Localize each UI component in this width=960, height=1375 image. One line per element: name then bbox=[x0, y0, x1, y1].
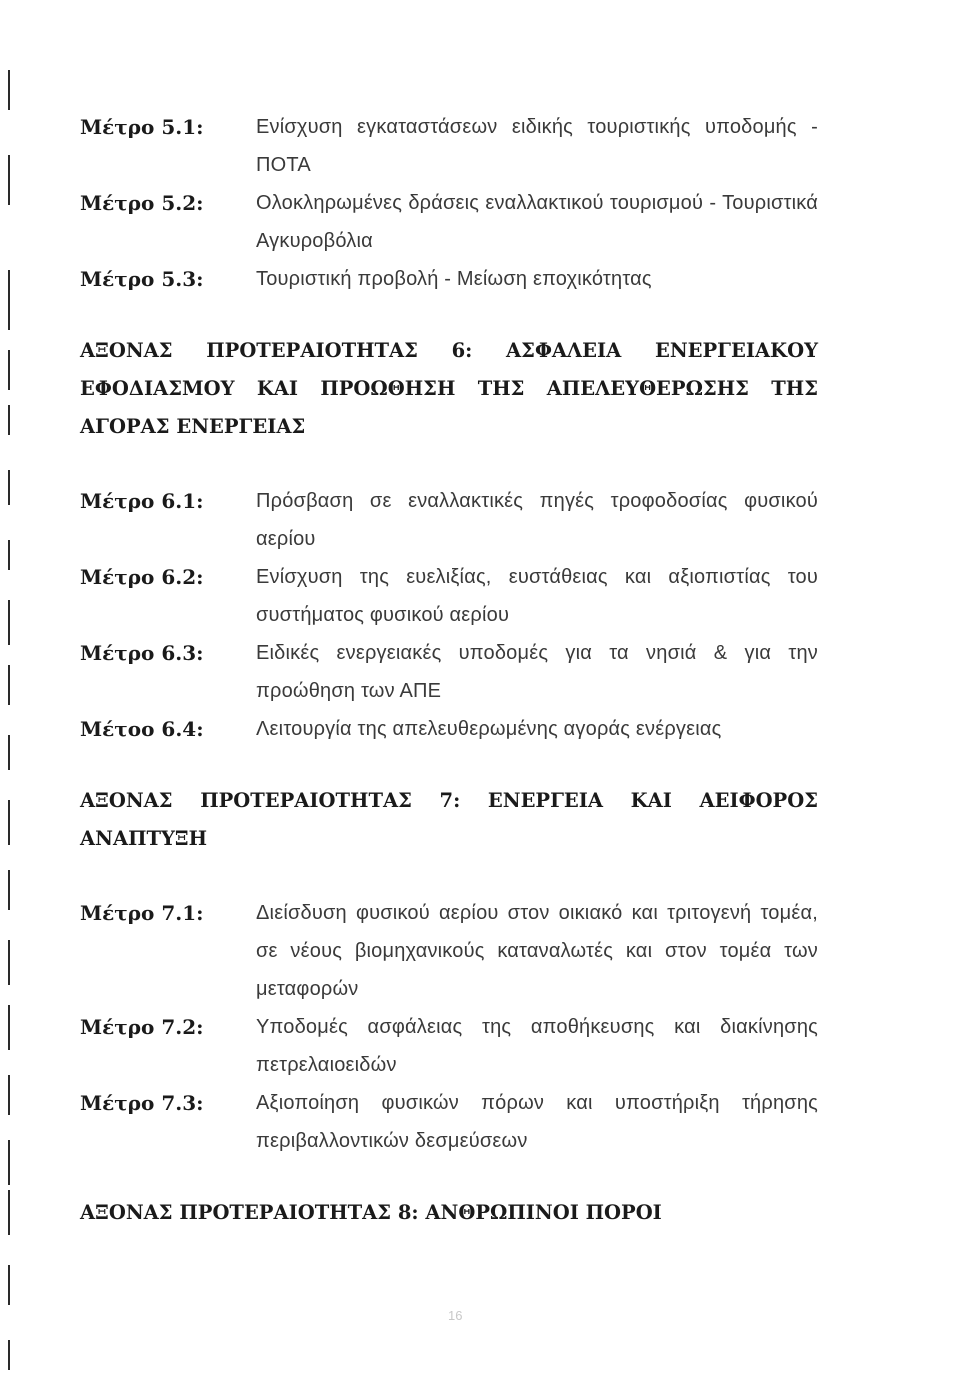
measure-6-4 bbox=[80, 710, 818, 748]
measure-7-1 bbox=[80, 894, 818, 1008]
measure-label: Μέτρο 6.3: bbox=[80, 641, 204, 665]
axis-7-heading: ΑΞΟΝΑΣ ΠΡΟΤΕΡΑΙΟΤΗΤΑΣ 7: ΕΝΕΡΓΕΙΑ ΚΑΙ ΑΕΙΦΟΡΟΣ ΑΝΑΠΤΥΞΗ bbox=[80, 789, 818, 850]
measure-label: Μέτρο 5.2: bbox=[80, 191, 204, 215]
measure-text: Υποδομές ασφάλειας της αποθήκευσης και διακίνησης πετρελαιοειδών bbox=[256, 1016, 818, 1076]
measures-axis-7 bbox=[80, 894, 818, 1160]
measure-7-2 bbox=[80, 1008, 818, 1084]
measure-text: Ειδικές ενεργειακές υποδομές για τα νησιά & για την προώθηση των ΑΠΕ bbox=[256, 642, 818, 702]
measure-5-3 bbox=[80, 260, 818, 298]
measure-text: Αξιοποίηση φυσικών πόρων και υποστήριξη τήρησης περιβαλλοντικών δεσμεύσεων bbox=[256, 1092, 818, 1152]
measure-label: Μέτοο 6.4: bbox=[80, 717, 204, 741]
measure-label: Μέτρο 6.1: bbox=[80, 489, 204, 513]
document-page bbox=[80, 108, 818, 1232]
binding-edge-marks bbox=[0, 0, 14, 1375]
measure-5-1 bbox=[80, 108, 818, 184]
measure-label: Μέτρο 7.2: bbox=[80, 1015, 204, 1039]
measure-6-1 bbox=[80, 482, 818, 558]
measure-label: Μέτρο 5.3: bbox=[80, 267, 204, 291]
measure-text: Τουριστική προβολή - Μείωση εποχικότητας bbox=[256, 268, 652, 290]
measure-text: Ολοκληρωμένες δράσεις εναλλακτικού τουρισμού - Τουριστικά Αγκυροβόλια bbox=[256, 192, 818, 252]
measure-text: Διείσδυση φυσικού αερίου στον οικιακό και τριτογενή τομέα, σε νέους βιομηχανικούς καταναλωτές και στον τομέα των μεταφορών bbox=[256, 902, 818, 1000]
measure-label: Μέτρο 5.1: bbox=[80, 115, 204, 139]
measure-label: Μέτρο 6.2: bbox=[80, 565, 204, 589]
measure-6-2 bbox=[80, 558, 818, 634]
measure-5-2 bbox=[80, 184, 818, 260]
axis-8-heading: ΑΞΟΝΑΣ ΠΡΟΤΕΡΑΙΟΤΗΤΑΣ 8: ΑΝΘΡΩΠΙΝΟΙ ΠΟΡΟΙ bbox=[80, 1201, 662, 1224]
measure-6-3 bbox=[80, 634, 818, 710]
measures-axis-5 bbox=[80, 108, 818, 298]
axis-6-heading: ΑΞΟΝΑΣ ΠΡΟΤΕΡΑΙΟΤΗΤΑΣ 6: ΑΣΦΑΛΕΙΑ ΕΝΕΡΓΕΙΑΚΟΥ ΕΦΟΔΙΑΣΜΟΥ ΚΑΙ ΠΡΟΩΘΗΣΗ ΤΗΣ ΑΠΕΛΕΥΘΕΡΩΣΗΣ ΤΗΣ ΑΓΟΡΑΣ ΕΝΕΡΓΕΙΑΣ bbox=[80, 339, 818, 438]
measure-7-3 bbox=[80, 1084, 818, 1160]
measures-axis-6 bbox=[80, 482, 818, 748]
measure-text: Λειτουργία της απελευθερωμένης αγοράς ενέργειας bbox=[256, 718, 722, 740]
measure-label: Μέτρο 7.3: bbox=[80, 1091, 204, 1115]
page-number: 16 bbox=[448, 1308, 463, 1323]
measure-text: Ενίσχυση της ευελιξίας, ευστάθειας και αξιοπιστίας του συστήματος φυσικού αερίου bbox=[256, 566, 818, 626]
measure-label: Μέτρο 7.1: bbox=[80, 901, 204, 925]
measure-text: Ενίσχυση εγκαταστάσεων ειδικής τουριστικής υποδομής - ΠΟΤΑ bbox=[256, 116, 818, 176]
measure-text: Πρόσβαση σε εναλλακτικές πηγές τροφοδοσίας φυσικού αερίου bbox=[256, 490, 818, 550]
